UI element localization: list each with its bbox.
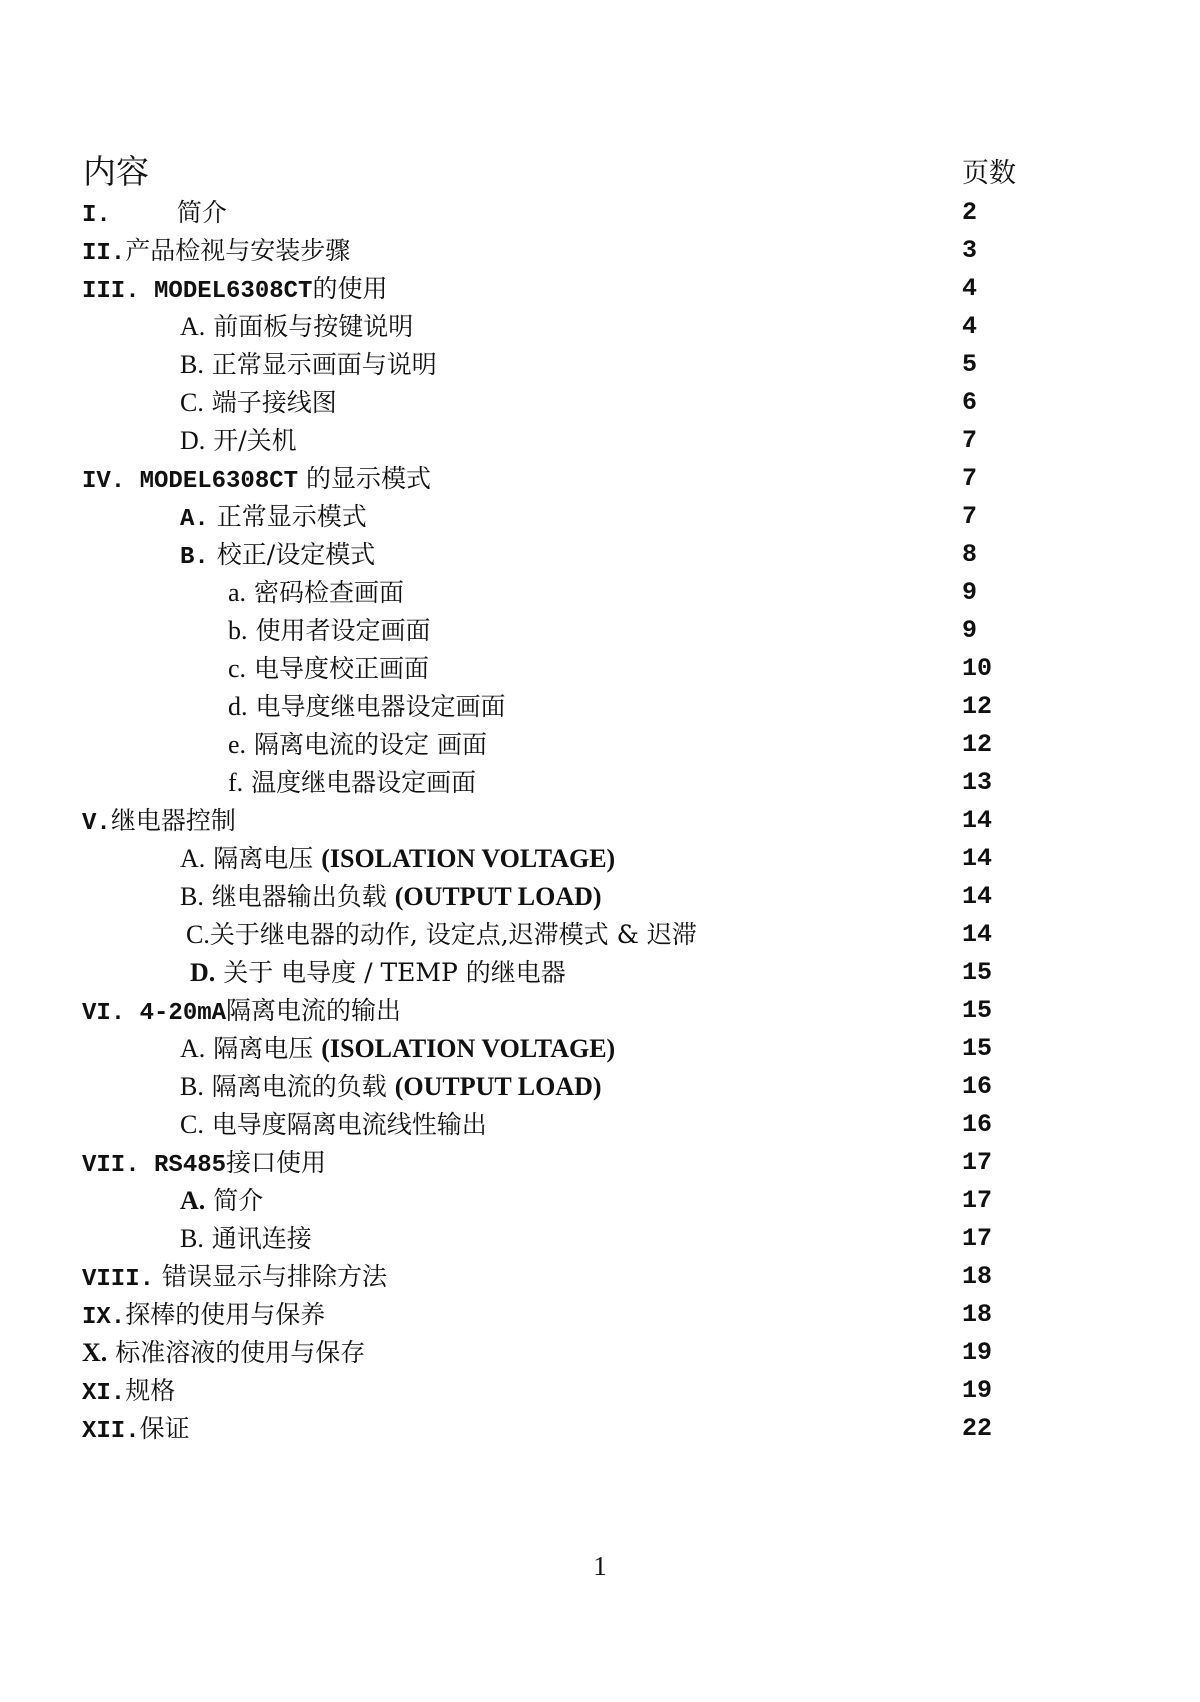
toc-entry (180, 384, 337, 422)
toc-entry-number: IV. MODEL6308CT (82, 468, 299, 495)
toc-entry-number: b. (228, 616, 248, 645)
toc-row (0, 650, 1200, 688)
toc-entry-label: 错误显示与排除方法 (161, 1262, 387, 1291)
toc-entry-page: 2 (962, 198, 978, 227)
toc-row (0, 1182, 1200, 1220)
toc-page-column-header: 页数 (962, 158, 1016, 189)
toc-entry (82, 1410, 190, 1448)
toc-entry-label: 校正/设定模式 (216, 540, 376, 569)
toc-row (0, 954, 1200, 992)
toc-row (0, 270, 1200, 308)
toc-row (0, 1372, 1200, 1410)
toc-row (0, 536, 1200, 574)
toc-list (0, 194, 1200, 1448)
toc-entry-label: 隔离电流的负载 (211, 1072, 387, 1101)
toc-entry (180, 1182, 263, 1220)
toc-entry-page: 18 (962, 1300, 993, 1329)
toc-entry-number: X. (82, 1338, 108, 1367)
toc-entry-label: 密码检查画面 (254, 578, 405, 607)
toc-entry (228, 726, 487, 764)
toc-row (0, 422, 1200, 460)
toc-entry-number: I. (82, 202, 111, 229)
toc-entry (82, 270, 387, 308)
toc-entry-number: a. (228, 578, 247, 607)
toc-entry-page: 8 (962, 540, 978, 569)
toc-entry (180, 1106, 487, 1144)
toc-entry-page: 14 (962, 806, 993, 835)
toc-row (0, 498, 1200, 536)
toc-row (0, 1334, 1200, 1372)
toc-row (0, 878, 1200, 916)
toc-entry-page: 14 (962, 920, 993, 949)
toc-entry-label: 规格 (125, 1376, 176, 1405)
toc-entry-number: VIII. (82, 1266, 155, 1293)
toc-entry-page: 17 (962, 1224, 993, 1253)
toc-entry (228, 764, 476, 802)
toc-row (0, 574, 1200, 612)
toc-entry (180, 498, 367, 536)
toc-entry (180, 878, 602, 916)
toc-entry-label-latin: (OUTPUT LOAD) (394, 1072, 602, 1101)
toc-row (0, 992, 1200, 1030)
toc-entry-page: 15 (962, 1034, 993, 1063)
toc-entry-number: B. (180, 544, 209, 571)
toc-entry-number: B. (180, 350, 204, 379)
toc-entry-label: 通讯连接 (211, 1224, 312, 1253)
toc-entry (82, 194, 227, 232)
toc-entry (186, 916, 697, 954)
toc-entry-label: 接口使用 (226, 1148, 327, 1177)
toc-entry (82, 1144, 326, 1182)
page-number: 1 (593, 1551, 607, 1581)
toc-entry (180, 1068, 602, 1106)
toc-entry-label: 的显示模式 (306, 464, 432, 493)
toc-entry-number: A. (180, 312, 206, 341)
toc-entry (82, 802, 236, 840)
toc-entry-page: 4 (962, 274, 978, 303)
toc-entry-number: VI. 4-20mA (82, 1000, 227, 1027)
toc-entry-page: 14 (962, 882, 993, 911)
toc-entry-label: 简介 (213, 1186, 264, 1215)
toc-entry-number: d. (228, 692, 248, 721)
toc-entry-page: 19 (962, 1338, 993, 1367)
toc-entry-number: IX. (82, 1304, 126, 1331)
toc-entry-number: A. (180, 1034, 206, 1063)
toc-row (0, 1296, 1200, 1334)
toc-entry (180, 308, 413, 346)
toc-title: 内容 (83, 152, 149, 191)
toc-entry-number: B. (180, 882, 204, 911)
toc-entry-number: C. (180, 388, 204, 417)
toc-entry-number: II. (82, 240, 126, 267)
toc-entry-page: 15 (962, 996, 993, 1025)
toc-entry-page: 7 (962, 464, 978, 493)
toc-entry-number: A. (180, 1186, 206, 1215)
toc-entry-label: 关于 电导度 / TEMP 的继电器 (223, 958, 566, 987)
toc-row (0, 1220, 1200, 1258)
toc-row (0, 1258, 1200, 1296)
toc-entry-label: 开/关机 (213, 426, 297, 455)
toc-entry (180, 346, 437, 384)
toc-entry-number: e. (228, 730, 247, 759)
toc-entry-label: 隔离电流的输出 (226, 996, 402, 1025)
toc-entry (228, 574, 404, 612)
toc-row (0, 802, 1200, 840)
toc-entry-page: 3 (962, 236, 978, 265)
toc-entry (82, 1334, 365, 1372)
toc-entry-page: 9 (962, 616, 978, 645)
toc-row (0, 308, 1200, 346)
toc-entry-number: V. (82, 810, 111, 837)
toc-entry-page: 15 (962, 958, 993, 987)
toc-entry-label: 电导度校正画面 (254, 654, 430, 683)
toc-entry-label: 隔离电压 (213, 1034, 314, 1063)
toc-entry (180, 1220, 312, 1258)
toc-entry-number: c. (228, 654, 247, 683)
toc-entry-label: 保证 (139, 1414, 190, 1443)
toc-entry-label: 简介 (176, 198, 227, 227)
toc-entry-number: B. (180, 1072, 204, 1101)
toc-row (0, 1106, 1200, 1144)
toc-header (0, 150, 1200, 194)
toc-entry (228, 650, 429, 688)
toc-entry-number: C. (180, 1110, 204, 1139)
toc-entry-page: 5 (962, 350, 978, 379)
toc-row (0, 840, 1200, 878)
toc-entry (228, 612, 430, 650)
toc-entry-label: 电导度隔离电流线性输出 (211, 1110, 487, 1139)
toc-row (0, 384, 1200, 422)
toc-entry (180, 840, 615, 878)
toc-entry-page: 12 (962, 692, 993, 721)
toc-entry-label: 前面板与按键说明 (213, 312, 414, 341)
toc-entry (180, 536, 375, 574)
toc-entry (82, 992, 401, 1030)
toc-entry-label: 电导度继电器设定画面 (255, 692, 506, 721)
toc-entry (180, 1030, 615, 1068)
toc-row (0, 688, 1200, 726)
toc-entry-label: 继电器输出负载 (211, 882, 387, 911)
toc-entry-page: 18 (962, 1262, 993, 1291)
toc-entry (82, 460, 431, 498)
toc-row (0, 726, 1200, 764)
toc-row (0, 346, 1200, 384)
toc-entry-number: f. (228, 768, 244, 797)
toc-entry-number: III. MODEL6308CT (82, 278, 313, 305)
toc-entry (228, 688, 505, 726)
toc-entry-label: 继电器控制 (110, 806, 236, 835)
toc-entry (180, 422, 297, 460)
toc-entry-number: D. (190, 958, 216, 987)
toc-entry (190, 954, 566, 992)
toc-entry-number: B. (180, 1224, 204, 1253)
toc-row (0, 1144, 1200, 1182)
toc-entry-label: 关于继电器的动作, 设定点,迟滞模式 & 迟滞 (209, 920, 697, 949)
toc-entry-label-latin: (OUTPUT LOAD) (394, 882, 602, 911)
toc-row (0, 1030, 1200, 1068)
toc-entry-number: XII. (82, 1418, 140, 1445)
toc-entry-page: 7 (962, 502, 978, 531)
toc-entry-label: 隔离电流的设定 画面 (254, 730, 487, 759)
toc-row (0, 1410, 1200, 1448)
toc-entry-number: VII. RS485 (82, 1152, 227, 1179)
toc-row (0, 194, 1200, 232)
toc-row (0, 1068, 1200, 1106)
toc-row (0, 916, 1200, 954)
toc-entry-page: 7 (962, 426, 978, 455)
toc-entry-label: 正常显示模式 (216, 502, 367, 531)
toc-entry-page: 17 (962, 1148, 993, 1177)
toc-entry-page: 16 (962, 1110, 993, 1139)
toc-entry-label: 产品检视与安装步骤 (125, 236, 351, 265)
toc-entry-page: 22 (962, 1414, 993, 1443)
toc-entry-page: 13 (962, 768, 993, 797)
toc-entry-page: 4 (962, 312, 978, 341)
toc-entry-label: 的使用 (312, 274, 388, 303)
toc-entry (82, 1372, 175, 1410)
toc-entry-number: A. (180, 506, 209, 533)
toc-entry-label-latin: (ISOLATION VOLTAGE) (321, 1034, 616, 1063)
toc-entry-label: 使用者设定画面 (255, 616, 431, 645)
toc-entry-number: XI. (82, 1380, 126, 1407)
toc-entry-label: 探棒的使用与保养 (125, 1300, 326, 1329)
toc-entry-page: 6 (962, 388, 978, 417)
toc-entry-label: 温度继电器设定画面 (251, 768, 477, 797)
toc-row (0, 232, 1200, 270)
toc-row (0, 764, 1200, 802)
toc-entry-page: 16 (962, 1072, 993, 1101)
toc-entry-label: 正常显示画面与说明 (211, 350, 437, 379)
toc-entry-page: 17 (962, 1186, 993, 1215)
toc-entry-page: 12 (962, 730, 993, 759)
toc-entry-number: C. (186, 920, 210, 949)
toc-entry-label: 标准溶液的使用与保存 (115, 1338, 366, 1367)
toc-row (0, 460, 1200, 498)
toc-entry-page: 9 (962, 578, 978, 607)
toc-entry (82, 1258, 387, 1296)
toc-entry-page: 10 (962, 654, 993, 683)
toc-entry-label-latin: (ISOLATION VOLTAGE) (321, 844, 616, 873)
toc-entry-page: 14 (962, 844, 993, 873)
toc-entry-number: A. (180, 844, 206, 873)
toc-entry-number: D. (180, 426, 206, 455)
toc-row (0, 612, 1200, 650)
toc-entry (82, 232, 350, 270)
toc-entry-label: 端子接线图 (211, 388, 337, 417)
toc-entry-page: 19 (962, 1376, 993, 1405)
toc-entry (82, 1296, 325, 1334)
toc-entry-label: 隔离电压 (213, 844, 314, 873)
